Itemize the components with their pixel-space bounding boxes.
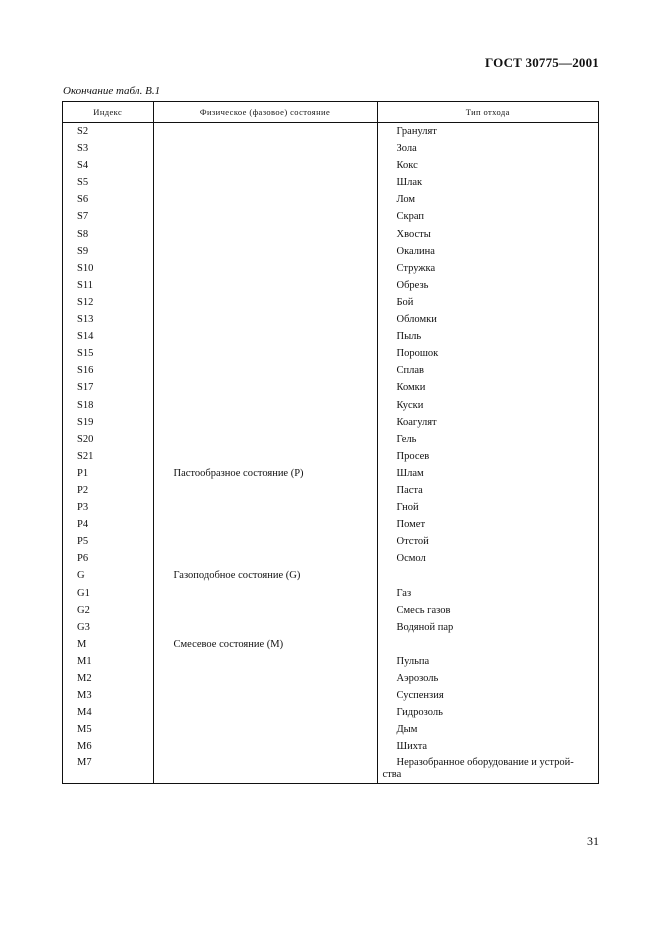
- cell-index: G: [77, 570, 85, 582]
- cell-index: S3: [77, 143, 89, 155]
- table-row: [63, 550, 598, 567]
- cell-waste-type: Коагулят: [377, 414, 598, 431]
- cell-waste-type: Кокс: [377, 157, 598, 174]
- table-row: [63, 414, 598, 431]
- cell-phase: [153, 140, 377, 157]
- cell-index: S19: [77, 416, 94, 428]
- cell-phase: [153, 721, 377, 738]
- cell-index: S13: [77, 314, 94, 326]
- table-caption: Окончание табл. В.1: [63, 85, 161, 97]
- cell-index: M: [77, 638, 87, 650]
- cell-phase: [153, 174, 377, 191]
- table-row: [63, 379, 598, 396]
- cell-phase: [153, 499, 377, 516]
- cell-waste-type: Куски: [377, 397, 598, 414]
- cell-index: P2: [77, 484, 89, 496]
- cell-index: M3: [77, 690, 92, 702]
- cell-index: S8: [77, 228, 89, 240]
- cell-index: S2: [77, 126, 89, 137]
- cell-waste-type: Пульпа: [377, 653, 598, 670]
- cell-waste-type: [377, 636, 598, 653]
- table-row: [63, 755, 598, 783]
- cell-phase: Газоподобное состояние (G): [153, 567, 377, 584]
- cell-phase: [153, 311, 377, 328]
- cell-phase: [153, 653, 377, 670]
- cell-waste-type: Осмол: [377, 550, 598, 567]
- cell-index: P3: [77, 502, 89, 514]
- cell-waste-type: [377, 567, 598, 584]
- cell-waste-type: Гранулят: [377, 123, 598, 141]
- cell-phase: [153, 123, 377, 141]
- cell-index: S16: [77, 365, 94, 377]
- cell-index: S10: [77, 262, 94, 274]
- cell-waste-type: Шлам: [377, 465, 598, 482]
- cell-waste-type: Аэрозоль: [377, 670, 598, 687]
- table-row: [63, 704, 598, 721]
- cell-index: S14: [77, 331, 94, 343]
- cell-phase: [153, 482, 377, 499]
- table-row: [63, 567, 598, 584]
- table-row: [63, 345, 598, 362]
- cell-phase: [153, 670, 377, 687]
- cell-phase: [153, 191, 377, 208]
- cell-phase: [153, 362, 377, 379]
- cell-phase: [153, 550, 377, 567]
- cell-phase: [153, 602, 377, 619]
- cell-index: S20: [77, 433, 94, 445]
- cell-waste-type: Смесь газов: [377, 602, 598, 619]
- table-row: [63, 636, 598, 653]
- cell-index: M1: [77, 655, 92, 667]
- table-row: [63, 533, 598, 550]
- table-row: [63, 465, 598, 482]
- cell-index: M4: [77, 707, 92, 719]
- cell-phase: [153, 328, 377, 345]
- cell-phase: Пастообразное состояние (P): [153, 465, 377, 482]
- table-row: [63, 738, 598, 755]
- cell-index: P1: [77, 467, 89, 479]
- cell-phase: [153, 687, 377, 704]
- cell-waste-type: Зола: [377, 140, 598, 157]
- table-row: [63, 721, 598, 738]
- cell-index: M5: [77, 724, 92, 736]
- table-row: [63, 397, 598, 414]
- cell-waste-type: Помет: [377, 516, 598, 533]
- cell-index: S12: [77, 296, 94, 308]
- cell-waste-type: Неразобранное оборудование и устрой-ства: [377, 755, 598, 783]
- table-body: [63, 123, 598, 784]
- cell-index: M6: [77, 741, 92, 753]
- cell-phase: [153, 345, 377, 362]
- cell-waste-type: Лом: [377, 191, 598, 208]
- cell-waste-type: Дым: [377, 721, 598, 738]
- cell-index: S11: [77, 279, 93, 291]
- cell-phase: [153, 157, 377, 174]
- page-number: 31: [587, 834, 599, 848]
- cell-index: G1: [77, 587, 90, 599]
- cell-phase: [153, 294, 377, 311]
- cell-index: S5: [77, 177, 89, 189]
- table-row: [63, 157, 598, 174]
- cell-waste-type: Шихта: [377, 738, 598, 755]
- table-row: [63, 516, 598, 533]
- cell-phase: [153, 414, 377, 431]
- cell-waste-type: Паста: [377, 482, 598, 499]
- cell-phase: [153, 755, 377, 783]
- cell-waste-type: Суспензия: [377, 687, 598, 704]
- table-row: [63, 362, 598, 379]
- cell-index: G2: [77, 604, 90, 616]
- cell-waste-type: Хвосты: [377, 226, 598, 243]
- header-waste-type: Тип отхода: [377, 102, 598, 123]
- cell-phase: [153, 533, 377, 550]
- table-row: [63, 602, 598, 619]
- table-row: [63, 243, 598, 260]
- standard-code: ГОСТ 30775—2001: [484, 55, 599, 70]
- cell-index: S9: [77, 245, 89, 257]
- cell-phase: [153, 704, 377, 721]
- cell-waste-type: Обрезь: [377, 277, 598, 294]
- cell-waste-type: Водяной пар: [377, 619, 598, 636]
- cell-phase: [153, 585, 377, 602]
- cell-phase: [153, 516, 377, 533]
- table-row: [63, 277, 598, 294]
- cell-index: M7: [77, 757, 92, 769]
- cell-waste-type: Пыль: [377, 328, 598, 345]
- waste-type-table: [62, 101, 599, 784]
- cell-waste-type: Обломки: [377, 311, 598, 328]
- cell-waste-type: Комки: [377, 379, 598, 396]
- cell-phase: [153, 379, 377, 396]
- table-row: [63, 687, 598, 704]
- table-row: [63, 670, 598, 687]
- cell-waste-type: Порошок: [377, 345, 598, 362]
- cell-waste-type: Сплав: [377, 362, 598, 379]
- header-phase: Физическое (фазовое) состояние: [153, 102, 377, 123]
- cell-waste-type: Стружка: [377, 260, 598, 277]
- cell-phase: [153, 277, 377, 294]
- table-row: [63, 226, 598, 243]
- cell-waste-type: Газ: [377, 585, 598, 602]
- cell-index: M2: [77, 673, 92, 684]
- header-index: Индекс: [63, 102, 153, 123]
- table-row: [63, 294, 598, 311]
- table-row: [63, 260, 598, 277]
- table-row: [63, 208, 598, 225]
- cell-waste-type: Скрап: [377, 208, 598, 225]
- cell-phase: [153, 243, 377, 260]
- table-row: [63, 311, 598, 328]
- table-header-row: [63, 102, 598, 123]
- cell-phase: [153, 208, 377, 225]
- table-row: [63, 140, 598, 157]
- table-row: [63, 482, 598, 499]
- cell-phase: [153, 226, 377, 243]
- cell-index: P5: [77, 536, 89, 548]
- cell-phase: [153, 738, 377, 755]
- cell-waste-type: Просев: [377, 448, 598, 465]
- table-row: [63, 653, 598, 670]
- cell-index: S21: [77, 450, 94, 462]
- cell-index: S7: [77, 211, 89, 223]
- cell-index: S18: [77, 399, 94, 411]
- cell-phase: Смесевое состояние (M): [153, 636, 377, 653]
- cell-phase: [153, 260, 377, 277]
- table-row: [63, 174, 598, 191]
- cell-index: P6: [77, 553, 89, 565]
- cell-phase: [153, 619, 377, 636]
- cell-waste-type: Отстой: [377, 533, 598, 550]
- table-row: [63, 585, 598, 602]
- cell-waste-type: Гидрозоль: [377, 704, 598, 721]
- cell-phase: [153, 397, 377, 414]
- table-row: [63, 328, 598, 345]
- cell-waste-type: Окалина: [377, 243, 598, 260]
- cell-index: G3: [77, 621, 90, 633]
- table-row: [63, 619, 598, 636]
- cell-waste-type: Гель: [377, 431, 598, 448]
- cell-index: P4: [77, 519, 89, 531]
- cell-index: S6: [77, 194, 89, 206]
- table-row: [63, 123, 598, 141]
- cell-waste-type: Шлак: [377, 174, 598, 191]
- table-row: [63, 191, 598, 208]
- table-row: [63, 431, 598, 448]
- cell-index: S17: [77, 382, 94, 394]
- cell-waste-type: Гной: [377, 499, 598, 516]
- cell-index: S15: [77, 348, 94, 360]
- cell-phase: [153, 431, 377, 448]
- cell-waste-type: Бой: [377, 294, 598, 311]
- table-row: [63, 499, 598, 516]
- cell-phase: [153, 448, 377, 465]
- table-row: [63, 448, 598, 465]
- cell-index: S4: [77, 160, 89, 172]
